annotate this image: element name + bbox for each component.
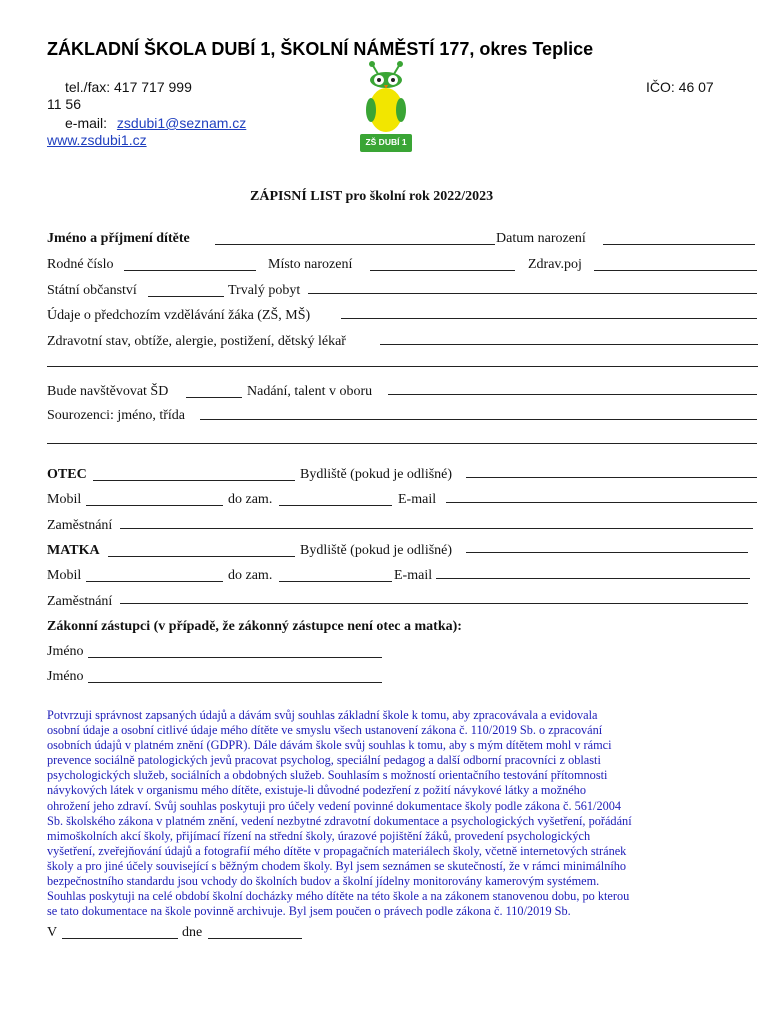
father-address-label: Bydliště (pokud je odlišné): [300, 467, 453, 482]
father-phone-label: Mobil: [47, 492, 82, 507]
birth-date-label: Datum narození: [496, 231, 586, 246]
mother-reach-label: do zam.: [228, 568, 273, 583]
consent-line: školy a pro jiné účely související s běžným chodem školy. Byl jsem seznámen se skutečností, že v rámci minimálního: [47, 858, 627, 873]
consent-line: osobních údajů v platném znění (GDPR). Dále dávám škole svůj souhlas k tomu, aby s mým dítětem mohl v rámci: [47, 738, 612, 753]
after-school-line[interactable]: [186, 397, 242, 398]
health-label: Zdravotní stav, obtíže, alergie, postižení, dětský lékař: [47, 334, 346, 349]
citizenship-label: Státní občanství: [47, 283, 137, 298]
mother-heading: MATKA: [47, 543, 100, 558]
siblings-line-2[interactable]: [47, 443, 757, 444]
previous-education-line[interactable]: [341, 318, 757, 319]
mother-employment-line[interactable]: [120, 603, 748, 604]
health-line-2[interactable]: [47, 366, 758, 367]
consent-line: mimoškolních akcí školy, přijímací řízení na střední školy, úrazové pojištění žáků, provedení psychologických: [47, 828, 591, 843]
consent-line: Sb. školského zákona v platném znění, vedení nezbytné zdravotní dokumentace a psychologických vyšetření, pořádání: [47, 813, 632, 828]
mother-reach-line[interactable]: [279, 581, 392, 582]
consent-line: Potvrzuji správnost zapsaných údajů a dávám svůj souhlas základní škole k tomu, aby zpracovávala a evidovala: [47, 708, 598, 722]
residence-line[interactable]: [308, 293, 757, 294]
mother-address-line[interactable]: [466, 552, 748, 553]
father-phone-line[interactable]: [86, 505, 223, 506]
guardian-name1-label: Jméno: [47, 644, 84, 659]
previous-education-label: Údaje o předchozím vzdělávání žáka (ZŠ, MŠ): [47, 308, 311, 323]
father-employment-label: Zaměstnání: [47, 518, 113, 533]
guardian-name1-line[interactable]: [88, 657, 382, 658]
school-title: ZÁKLADNÍ ŠKOLA DUBÍ 1, ŠKOLNÍ NÁMĚSTÍ 177, okres Teplice: [47, 39, 594, 59]
consent-line: osobní údaje a osobní citlivé údaje mého dítěte ve smyslu všech ustanovení zákona č. 110/2019 Sb. o zpracování: [47, 723, 603, 738]
insurance-label: Zdrav.poj: [528, 257, 582, 272]
web-link[interactable]: www.zsdubi1.cz: [47, 132, 147, 148]
signature-place-line[interactable]: [62, 938, 178, 939]
guardian-name2-label: Jméno: [47, 669, 84, 684]
consent-line: vyšetření, zveřejňování údajů a fotografií mého dítěte v propagačních materiálech školy, včetně internetových stránek: [47, 843, 627, 858]
child-name-label: Jméno a příjmení dítěte: [47, 231, 190, 246]
mother-email-label: E-mail: [394, 568, 433, 583]
siblings-label: Sourozenci: jméno, třída: [47, 408, 186, 423]
birth-date-line[interactable]: [603, 244, 755, 245]
mother-phone-line[interactable]: [86, 581, 223, 582]
consent-line: ohrožení jeho zdraví. Svůj souhlas poskytuji pro účely vedení povinné dokumentace školy podle zákona č. 561/2004: [47, 798, 622, 813]
siblings-line[interactable]: [200, 419, 757, 420]
mother-address-label: Bydliště (pokud je odlišné): [300, 543, 453, 558]
mother-employment-label: Zaměstnání: [47, 594, 113, 609]
mother-email-line[interactable]: [436, 578, 750, 579]
email-row: [65, 115, 246, 131]
consent-line: prevence sociálně patologických jevů pracovat psycholog, speciální pedagog a další odborní pracovníci z oblasti: [47, 753, 601, 768]
consent-line: psychologických služeb, sociálních a obdobných služeb. Souhlasím s možností orientačního testování přítomnosti: [47, 768, 608, 783]
consent-line: se tato dokumentace na škole povinně archivuje. Byl jsem poučen o právech podle zákona č. 110/2019 Sb.: [47, 904, 571, 919]
logo-text: ZŠ DUBÍ 1: [365, 137, 407, 147]
health-line[interactable]: [380, 344, 758, 345]
signature-date-line[interactable]: [208, 938, 302, 939]
tel-fax: tel./fax: 417 717 999: [65, 79, 192, 95]
form-title: ZÁPISNÍ LIST pro školní rok 2022/2023: [250, 189, 494, 204]
guardian-name2-line[interactable]: [88, 682, 382, 683]
residence-label: Trvalý pobyt: [228, 283, 301, 298]
ico-suffix: 11 56: [47, 96, 81, 112]
father-reach-label: do zam.: [228, 492, 273, 507]
father-heading: OTEC: [47, 467, 87, 482]
ico: IČO: 46 07: [646, 79, 714, 95]
father-email-line[interactable]: [446, 502, 757, 503]
birth-number-line[interactable]: [124, 270, 256, 271]
talent-label: Nadání, talent v oboru: [247, 384, 373, 399]
consent-paragraph: [47, 708, 727, 919]
mother-phone-label: Mobil: [47, 568, 82, 583]
consent-line: návykových látek v organismu mého dítěte, existuje-li důvodné podezření z požití návykové látky a možného: [47, 783, 586, 798]
signature-place-label: V: [47, 925, 58, 940]
father-address-line[interactable]: [466, 477, 757, 478]
father-employment-line[interactable]: [120, 528, 753, 529]
child-name-line[interactable]: [215, 244, 495, 245]
mother-name-line[interactable]: [108, 556, 295, 557]
birth-number-label: Rodné číslo: [47, 257, 114, 272]
father-email-label: E-mail: [398, 492, 437, 507]
birth-place-label: Místo narození: [268, 257, 353, 272]
citizenship-line[interactable]: [148, 296, 224, 297]
email-link[interactable]: zsdubi1@seznam.cz: [116, 115, 247, 131]
father-name-line[interactable]: [93, 480, 295, 481]
father-reach-line[interactable]: [279, 505, 392, 506]
school-logo: [358, 60, 414, 155]
email-label: e-mail:: [65, 115, 108, 131]
guardian-heading: Zákonní zástupci (v případě, že zákonný zástupce není otec a matka):: [47, 619, 462, 634]
consent-line: Souhlas poskytuji na celé období školní docházky mého dítěte na této škole a na zákonem stanovenou dobu, po kterou: [47, 889, 630, 904]
insurance-line[interactable]: [594, 270, 757, 271]
signature-date-label: dne: [182, 925, 203, 940]
birth-place-line[interactable]: [370, 270, 515, 271]
after-school-label: Bude navštěvovat ŠD: [47, 384, 169, 399]
consent-line: bezpečnostního standardu jsou vchody do školních budov a školní jídelny monitorovány kamerovým systémem.: [47, 874, 600, 889]
talent-line[interactable]: [388, 394, 757, 395]
